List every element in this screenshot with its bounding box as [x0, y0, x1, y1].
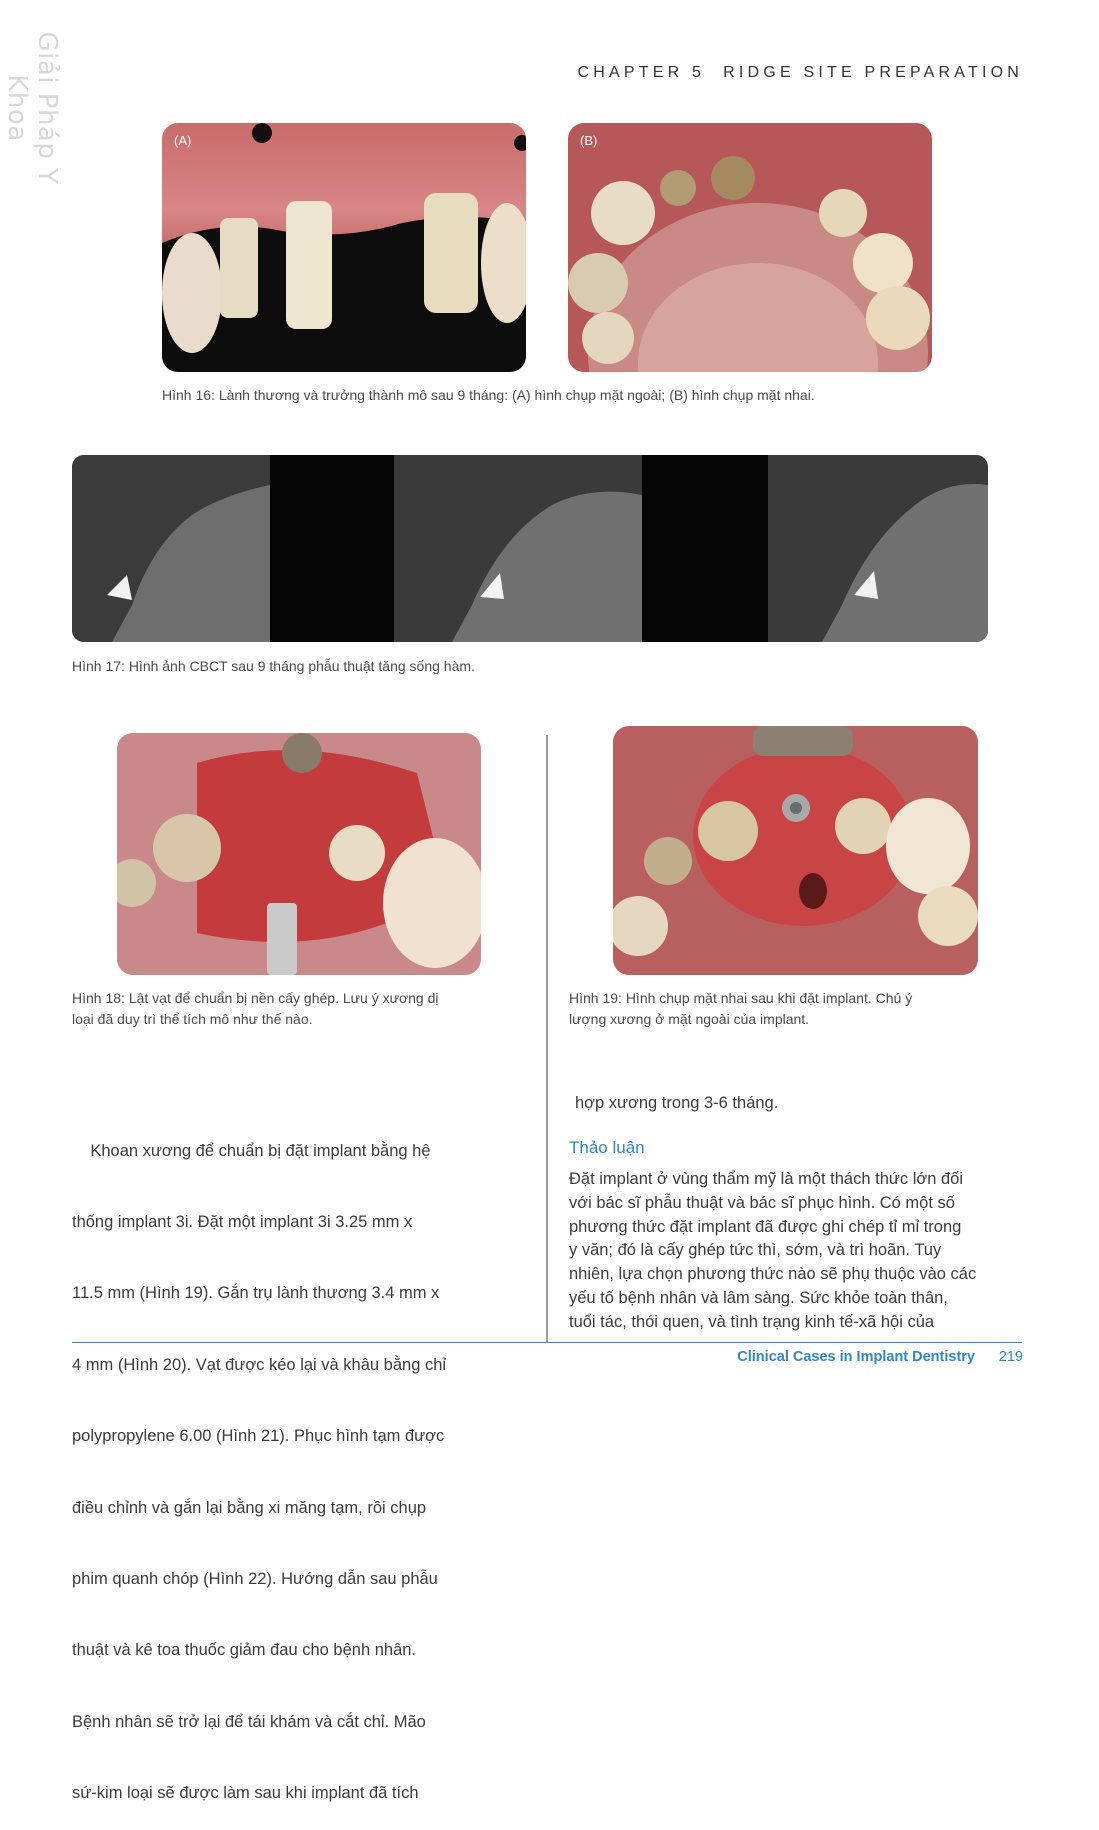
figure-18-caption: [72, 988, 532, 1030]
figure-17-image: [72, 455, 988, 642]
figure-16-caption: Hình 16: Lành thương và trưởng thành mô sau 9 tháng: (A) hình chụp mặt ngoài; (B) hình chụp mặt nhai.: [162, 387, 815, 403]
body-line: Đặt implant ở vùng thẩm mỹ là một thách thức lớn đối: [569, 1170, 964, 1188]
left-column-text: [72, 1092, 522, 1830]
footer-rule: [72, 1342, 1022, 1343]
figure-16b-label: (B): [580, 133, 598, 148]
footer-book-title: Clinical Cases in Implant Dentistry: [737, 1349, 975, 1365]
right-column-text: [569, 1168, 1019, 1335]
side-watermark: Giải Pháp Y Khoa: [2, 31, 62, 185]
body-line: sứ-kim loại sẽ được làm sau khi implant đã tích: [72, 1784, 419, 1803]
figure-16a-photo: [162, 123, 526, 372]
figure-19-caption-line-1: Hình 19: Hình chụp mặt nhai sau khi đặt implant. Chú ý: [569, 990, 913, 1006]
body-line: thuật và kê toa thuốc giảm đau cho bệnh nhân.: [72, 1641, 417, 1660]
body-line: 11.5 mm (Hình 19). Gắn trụ lành thương 3.4 mm x: [72, 1284, 440, 1303]
body-line: Bệnh nhân sẽ trở lại để tái khám và cắt chỉ. Mão: [72, 1712, 426, 1731]
figure-16a-image: [162, 123, 526, 372]
chapter-label: CHAPTER 5: [577, 64, 706, 81]
figure-19-photo: [613, 726, 978, 975]
figure-17-cbct: [72, 455, 988, 642]
body-line: phim quanh chóp (Hình 22). Hướng dẫn sau phẫu: [72, 1569, 438, 1588]
figure-18-caption-line-2: loại đã duy trì thể tích mô như thế nào.: [72, 1011, 313, 1027]
body-line: 4 mm (Hình 20). Vạt được kéo lại và khâu bằng chỉ: [72, 1355, 447, 1374]
body-line: nhiên, lựa chọn phương thức nào sẽ phụ thuộc vào các: [569, 1265, 977, 1284]
figure-18-caption-line-1: Hình 18: Lật vạt để chuẩn bị nền cấy ghép. Lưu ý xương dị: [72, 990, 439, 1006]
figure-18-photo: [117, 733, 481, 975]
body-line: phương thức đặt implant đã được ghi chép tỉ mỉ trong: [569, 1217, 962, 1236]
figure-16b-photo: [568, 123, 932, 372]
right-column-first-line: hợp xương trong 3-6 tháng.: [575, 1094, 779, 1112]
body-line: yếu tố bệnh nhân và lâm sàng. Sức khỏe toàn thân,: [569, 1288, 948, 1307]
figure-16a-label: (A): [174, 133, 192, 148]
cbct-slice-2: [394, 455, 642, 642]
chapter-title: RIDGE SITE PREPARATION: [723, 64, 1023, 81]
body-line: Khoan xương để chuẩn bị đặt implant bằng hệ: [72, 1141, 431, 1160]
column-divider: [546, 735, 548, 1342]
running-head: [560, 64, 1023, 82]
body-line: polypropylene 6.00 (Hình 21). Phục hình tạm được: [72, 1427, 445, 1446]
section-title-discussion: Thảo luận: [569, 1138, 645, 1157]
figure-19-caption: [569, 988, 1029, 1030]
body-line: điều chỉnh và gắn lại bằng xi măng tạm, rồi chụp: [72, 1498, 427, 1517]
figure-19-caption-line-2: lượng xương ở mặt ngoài của implant.: [569, 1011, 810, 1027]
body-line: thống implant 3i. Đặt một implant 3i 3.25 mm x: [72, 1212, 413, 1231]
cbct-slice-1: [72, 455, 270, 642]
figure-17-caption: Hình 17: Hình ảnh CBCT sau 9 tháng phẫu thuật tăng sống hàm.: [72, 658, 475, 674]
page-number: 219: [998, 1349, 1023, 1365]
body-line: y văn; đó là cấy ghép tức thì, sớm, và trì hoãn. Tuy: [569, 1241, 942, 1260]
figure-16b-image: [568, 123, 932, 372]
body-line: với bác sĩ phẫu thuật và bác sĩ phục hình. Có một số: [569, 1193, 955, 1212]
figure-18-image: [117, 733, 481, 975]
cbct-slice-3: [768, 455, 988, 642]
body-line: tuổi tác, thói quen, và tình trạng kinh tế-xã hội của: [569, 1312, 935, 1331]
figure-19-image: [613, 726, 978, 975]
